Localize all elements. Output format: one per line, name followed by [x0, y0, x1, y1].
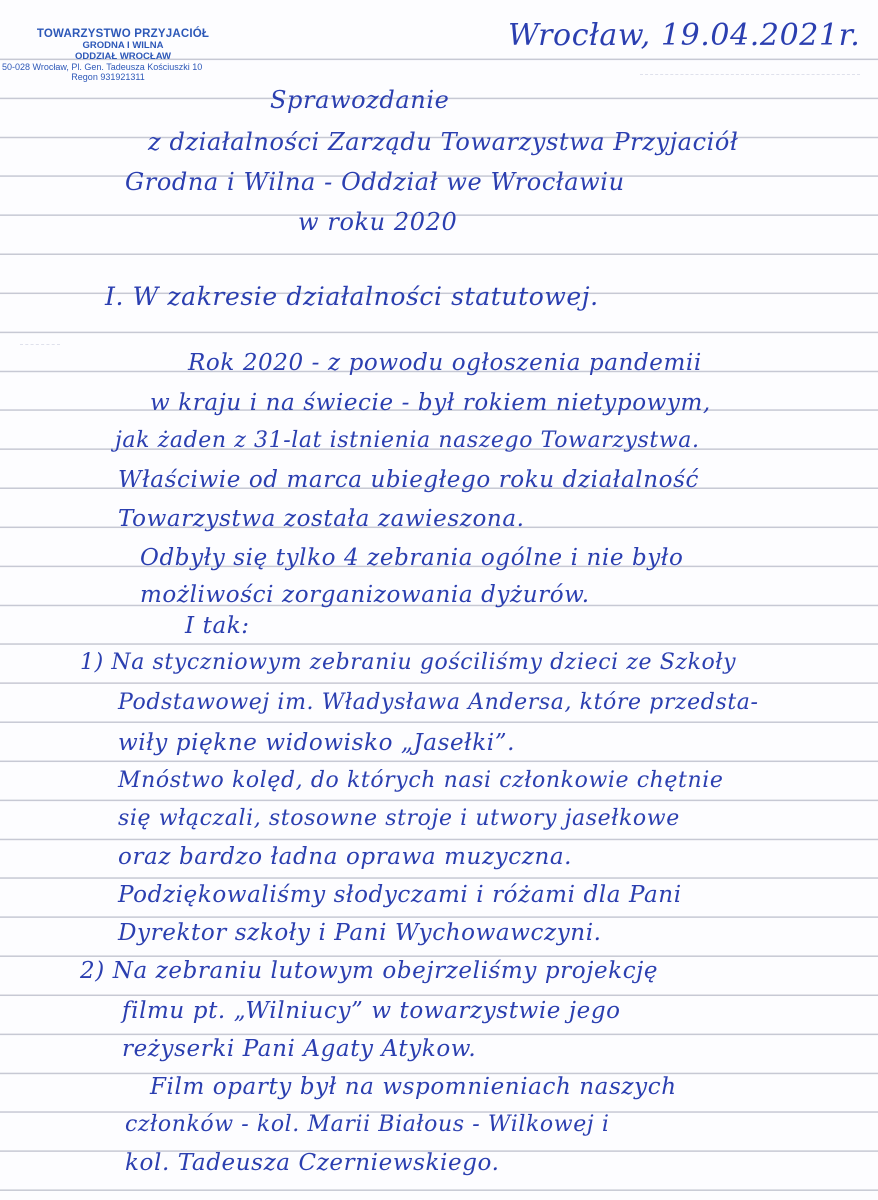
show-through-mark	[20, 330, 60, 345]
stamp-line-2: GRODNA I WILNA	[82, 40, 164, 51]
text-line: Towarzystwa została zawieszona.	[118, 506, 525, 532]
stamp-line-1: TOWARZYSTWO PRZYJACIÓŁ	[36, 28, 210, 40]
text-line: członków - kol. Marii Białous - Wilkowej i	[125, 1112, 610, 1137]
text-line: możliwości zorganizowania dyżurów.	[140, 582, 590, 608]
text-line: Odbyły się tylko 4 zebrania ogólne i nie było	[140, 545, 684, 571]
organization-stamp	[2, 28, 228, 82]
text-line: I tak:	[185, 613, 250, 639]
text-line: Mnóstwo kolęd, do których nasi członkowie chętnie	[118, 768, 724, 793]
text-line: jak żaden z 31-lat istnienia naszego Towarzystwa.	[115, 428, 700, 453]
stamp-address: 50-028 Wrocław, Pl. Gen. Tadeusza Kościuszki 10	[2, 62, 203, 72]
text-line: się włączali, stosowne stroje i utwory jasełkowe	[118, 806, 680, 831]
document-subtitle-line: w roku 2020	[298, 208, 458, 236]
text-line: oraz bardzo ładna oprawa muzyczna.	[118, 844, 573, 870]
list-item-line: 2) Na zebraniu lutowym obejrzeliśmy projekcję	[80, 958, 659, 984]
stamp-line-3: ODDZIAŁ WROCŁAW	[74, 51, 172, 62]
stamp-regon: Regon 931921311	[71, 72, 145, 82]
text-line: wiły piękne widowisko „Jasełki”.	[118, 730, 516, 756]
text-line: kol. Tadeusza Czerniewskiego.	[125, 1150, 500, 1176]
document-subtitle-line: Grodna i Wilna - Oddział we Wrocławiu	[125, 168, 625, 196]
text-line: filmu pt. „Wilniucy” w towarzystwie jego	[122, 998, 621, 1024]
show-through-mark	[640, 60, 860, 75]
text-line: Właściwie od marca ubiegłego roku działalność	[118, 467, 699, 493]
document-date: Wrocław, 19.04.2021r.	[508, 18, 861, 53]
section-heading: I. W zakresie działalności statutowej.	[105, 282, 599, 311]
text-line: Film oparty był na wspomnieniach naszych	[150, 1074, 677, 1100]
document-title: Sprawozdanie	[270, 86, 450, 114]
text-line: Dyrektor szkoły i Pani Wychowawczyni.	[118, 920, 602, 946]
text-line: reżyserki Pani Agaty Atykow.	[122, 1036, 477, 1062]
text-line: w kraju i na świecie - był rokiem nietypowym,	[150, 390, 711, 416]
document-subtitle-line: z działalności Zarządu Towarzystwa Przyjaciół	[148, 128, 739, 156]
text-line: Rok 2020 - z powodu ogłoszenia pandemii	[188, 350, 702, 376]
text-line: Podziękowaliśmy słodyczami i różami dla Pani	[118, 882, 682, 908]
list-item-line: 1) Na styczniowym zebraniu gościliśmy dzieci ze Szkoły	[80, 650, 737, 675]
text-line: Podstawowej im. Władysława Andersa, które przedsta-	[118, 690, 759, 715]
